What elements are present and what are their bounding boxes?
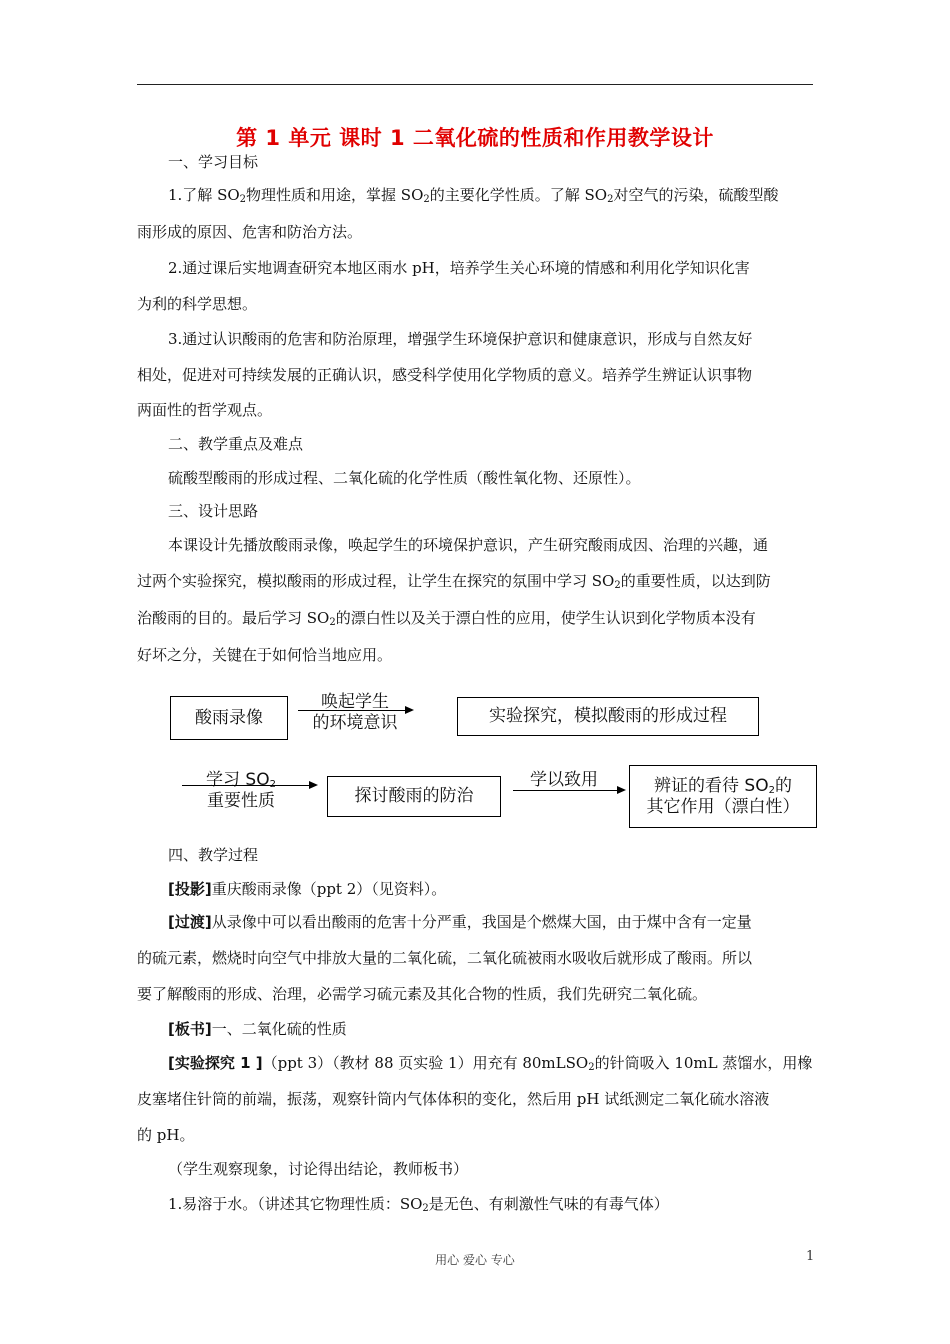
paragraph-transition: [过渡]从录像中可以看出酸雨的危害十分严重，我国是个燃煤大国，由于煤中含有一定量 (168, 913, 752, 931)
section-heading-key-points: 二、教学重点及难点 (168, 435, 304, 453)
flow-box-prevention: 探讨酸雨的防治 (327, 776, 501, 817)
paragraph-line: 相处，促进对可持续发展的正确认识，感受科学使用化学物质的意义。培养学生辨证认识事物 (137, 366, 753, 384)
paragraph-line: 过两个实验探究，模拟酸雨的形成过程，让学生在探究的氛围中学习 $SO_2$的重要性质，以达到防 (137, 572, 771, 591)
paragraph-line: 好坏之分，关键在于如何恰当地应用。 (137, 646, 393, 664)
page-number: 1 (806, 1249, 815, 1264)
page-footer: 用心 爱心 专心 (435, 1253, 515, 1267)
flow-arrow (182, 785, 316, 786)
flow-arrow-label: 唤起学生 (321, 692, 389, 712)
flow-arrow-label: 的环境意识 (312, 713, 398, 733)
paragraph-line: 雨形成的原因、危害和防治方法。 (137, 223, 363, 241)
section-heading-process: 四、教学过程 (168, 846, 259, 864)
paragraph-objective-3: 3.通过认识酸雨的危害和防治原理，增强学生环境保护意识和健康意识，形成与自然友好 (168, 330, 753, 348)
paragraph-line: 两面性的哲学观点。 (137, 401, 273, 419)
paragraph-experiment: [实验探究 1 ]（ppt 3）（教材 88 页实验 1）用充有 80mLSO$_2$的针筒吸入 10mL 蒸馏水，用橡 (168, 1054, 813, 1073)
section-heading-objectives: 一、学习目标 (168, 153, 259, 171)
paragraph-projection: [投影]重庆酸雨录像（ppt 2）（见资料）。 (168, 880, 447, 898)
paragraph-design: 本课设计先播放酸雨录像，唤起学生的环境保护意识，产生研究酸雨成因、治理的兴趣，通 (168, 536, 769, 554)
paragraph-board: [板书]一、二氧化硫的性质 (168, 1020, 347, 1038)
paragraph-line: 的 pH。 (137, 1126, 195, 1144)
flow-arrow-label: 学习 $SO_2$ (206, 770, 276, 790)
flow-arrow (298, 710, 412, 711)
paragraph-line: 的硫元素，燃烧时向空气中排放大量的二氧化硫，二氧化硫被雨水吸收后就形成了酸雨。所以 (137, 949, 753, 967)
flow-box-other-uses: 辨证的看待 $SO_2$的 其它作用（漂白性） (629, 765, 817, 828)
paragraph-observation: （学生观察现象，讨论得出结论，教师板书） (168, 1160, 469, 1178)
flow-box-acid-rain-video: 酸雨录像 (170, 696, 288, 740)
paragraph-key-points: 硫酸型酸雨的形成过程、二氧化硫的化学性质（酸性氧化物、还原性）。 (168, 469, 641, 487)
flow-arrow (513, 790, 624, 791)
paragraph-line: 皮塞堵住针筒的前端，振荡，观察针筒内气体体积的变化，然后用 pH 试纸测定二氧化硫水溶液 (137, 1090, 770, 1108)
flow-arrow-label: 重要性质 (207, 791, 275, 811)
document-title: 第 1 单元 课时 1 二氧化硫的性质和作用教学设计 (236, 126, 714, 150)
paragraph-line: 治酸雨的目的。最后学习 $SO_2$的漂白性以及关于漂白性的应用，使学生认识到化学物质本没有 (137, 609, 756, 628)
paragraph-line: 要了解酸雨的形成、治理，必需学习硫元素及其化合物的性质，我们先研究二氧化硫。 (137, 985, 708, 1003)
paragraph-property-1: 1.易溶于水。（讲述其它物理性质：$SO_2$是无色、有刺激性气味的有毒气体） (168, 1195, 669, 1214)
flow-box-experiment: 实验探究，模拟酸雨的形成过程 (457, 697, 759, 736)
section-heading-design: 三、设计思路 (168, 502, 259, 520)
flow-arrow-label: 学以致用 (530, 770, 598, 790)
paragraph-line: 为利的科学思想。 (137, 295, 258, 313)
paragraph-objective-2: 2.通过课后实地调查研究本地区雨水 pH，培养学生关心环境的情感和利用化学知识化害 (168, 259, 750, 277)
paragraph-objective-1: 1.了解 $SO_2$物理性质和用途，掌握 $SO_2$的主要化学性质。了解 $SO_2$对空气的污染，硫酸型酸 (168, 186, 779, 205)
header-rule (137, 84, 813, 85)
